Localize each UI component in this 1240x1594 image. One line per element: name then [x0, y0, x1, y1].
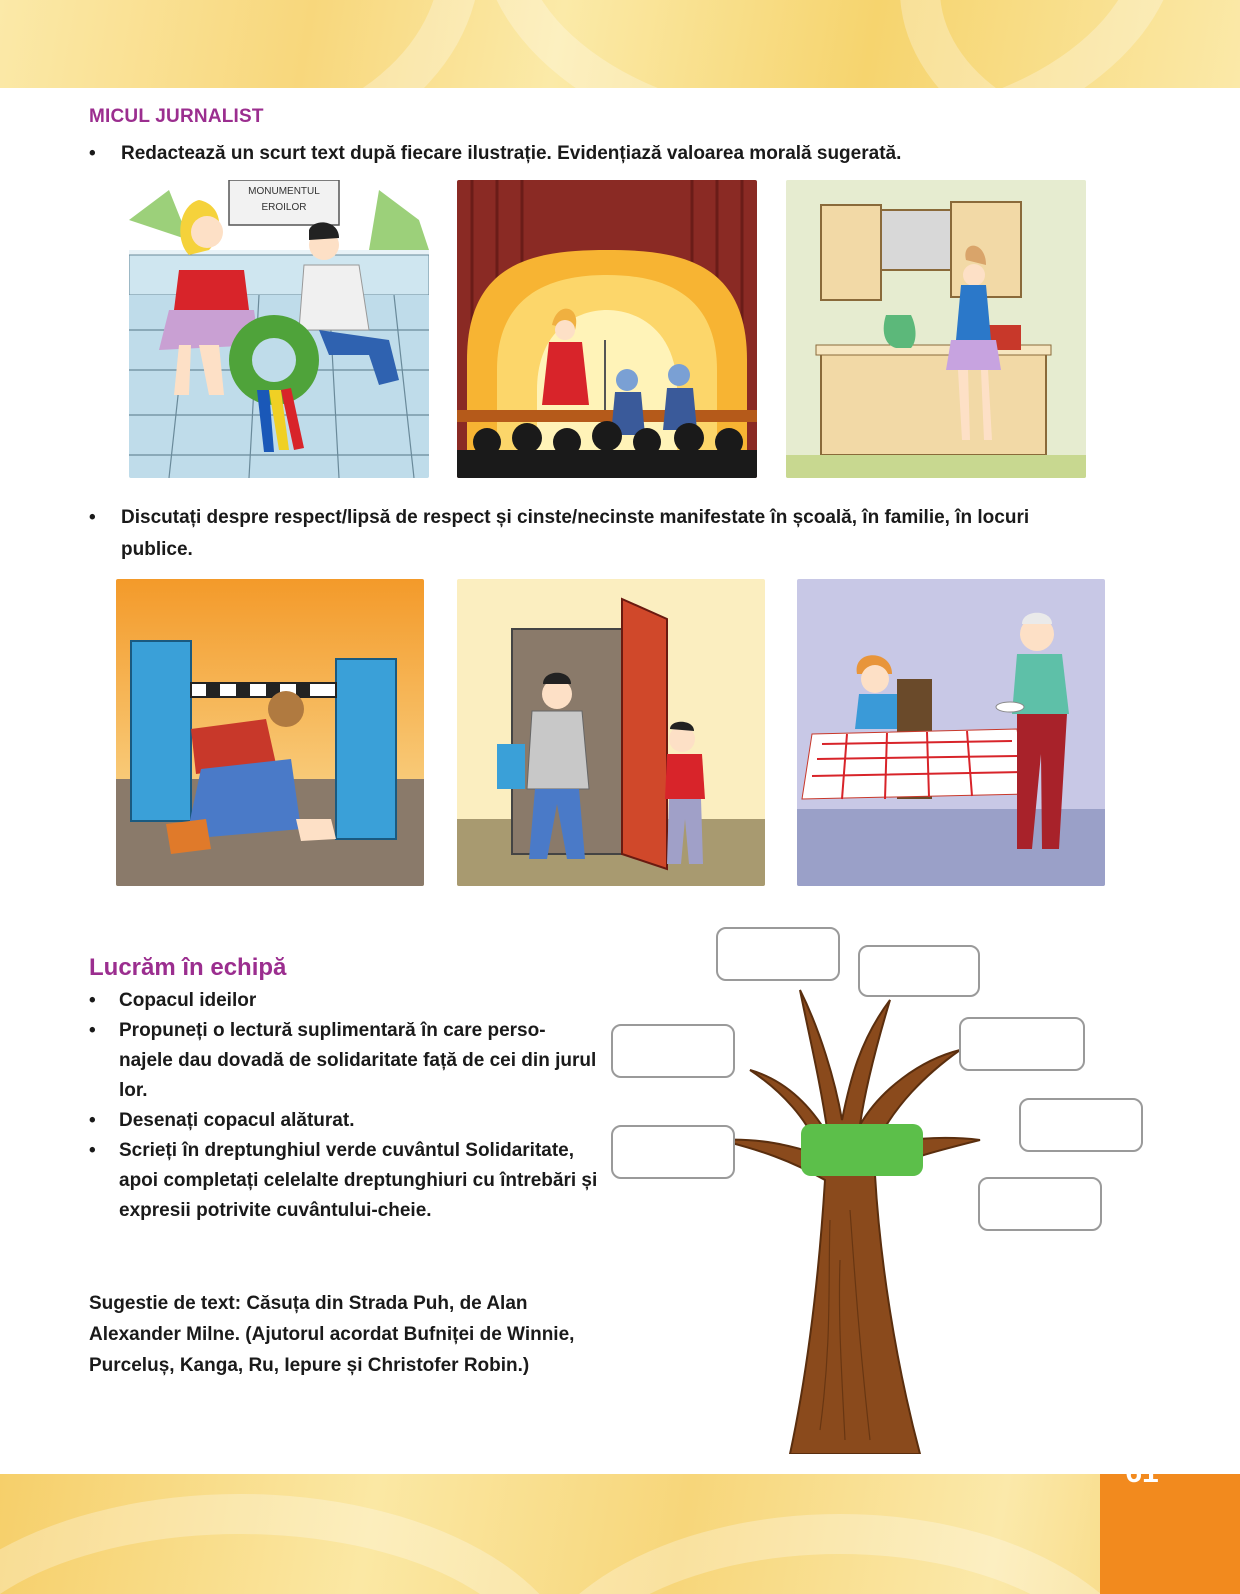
instruction-text: Redactează un scurt text după fiecare ilustrație. Evidențiază valoarea morală sugerată.: [121, 143, 902, 164]
top-decorative-band: [0, 0, 1240, 88]
key-word-box[interactable]: [801, 1124, 923, 1176]
team-task-list: [89, 986, 599, 1226]
instruction-discussion: [89, 502, 1049, 566]
bottom-decorative-band: [0, 1474, 1240, 1594]
list-item: [89, 986, 599, 1016]
idea-box[interactable]: [1019, 1098, 1143, 1152]
list-item-text: Desenați copacul alăturat.: [119, 1110, 355, 1131]
instruction-journalist: [89, 138, 1139, 170]
list-item: [89, 1106, 599, 1136]
list-item-text: Copacul ideilor: [119, 990, 257, 1011]
idea-box[interactable]: [611, 1125, 735, 1179]
illustration-turnstile-boy: [116, 579, 424, 886]
idea-box[interactable]: [959, 1017, 1085, 1071]
bullet: •: [89, 1110, 96, 1131]
bullet: •: [89, 507, 96, 528]
instruction-text: Discutați despre respect/lipsă de respect și cinste/necinste manifestate în școală, în familie, în locuri publice.: [121, 507, 1030, 560]
page-number: 61: [1125, 1456, 1159, 1489]
page-number-tab: [1100, 1474, 1240, 1594]
section-title-lucram-in-echipa: Lucrăm în echipă: [89, 954, 287, 981]
illustration-monument-wreath: [129, 180, 429, 478]
illustration-door-courtesy: [457, 579, 765, 886]
idea-box[interactable]: [858, 945, 980, 997]
bullet: •: [89, 990, 96, 1011]
section-title-micul-jurnalist: MICUL JURNALIST: [89, 106, 264, 127]
idea-box[interactable]: [716, 927, 840, 981]
illustration-kitchen-girl: [786, 180, 1086, 478]
bullet: •: [89, 143, 96, 164]
list-item: [89, 1016, 599, 1106]
monument-sign-line2: EROILOR: [261, 202, 307, 213]
idea-box[interactable]: [611, 1024, 735, 1078]
list-item: [89, 1136, 599, 1226]
monument-sign-line1: MONUMENTUL: [248, 186, 320, 197]
bullet: •: [89, 1140, 96, 1161]
list-item-text: Scrieți în dreptunghiul verde cuvântul Solidaritate, apoi completați celelalte dreptunghiuri cu întrebări și expresii potrivite cuvântului-cheie.: [119, 1140, 598, 1221]
illustration-stage-performance: [457, 180, 757, 478]
idea-box[interactable]: [978, 1177, 1102, 1231]
reading-suggestion: Sugestie de text: Căsuța din Strada Puh, de Alan Alexander Milne. (Ajutorul acordat Bufniței de Winnie, Purceluș, Kanga, Ru, Iepure și Christofer Robin.): [89, 1293, 575, 1376]
illustration-dinner-table: [797, 579, 1105, 886]
bullet: •: [89, 1020, 96, 1041]
list-item-text: Propuneți o lectură suplimentară în care perso-najele dau dovadă de solidaritate față de cei din jurul lor.: [119, 1020, 597, 1101]
